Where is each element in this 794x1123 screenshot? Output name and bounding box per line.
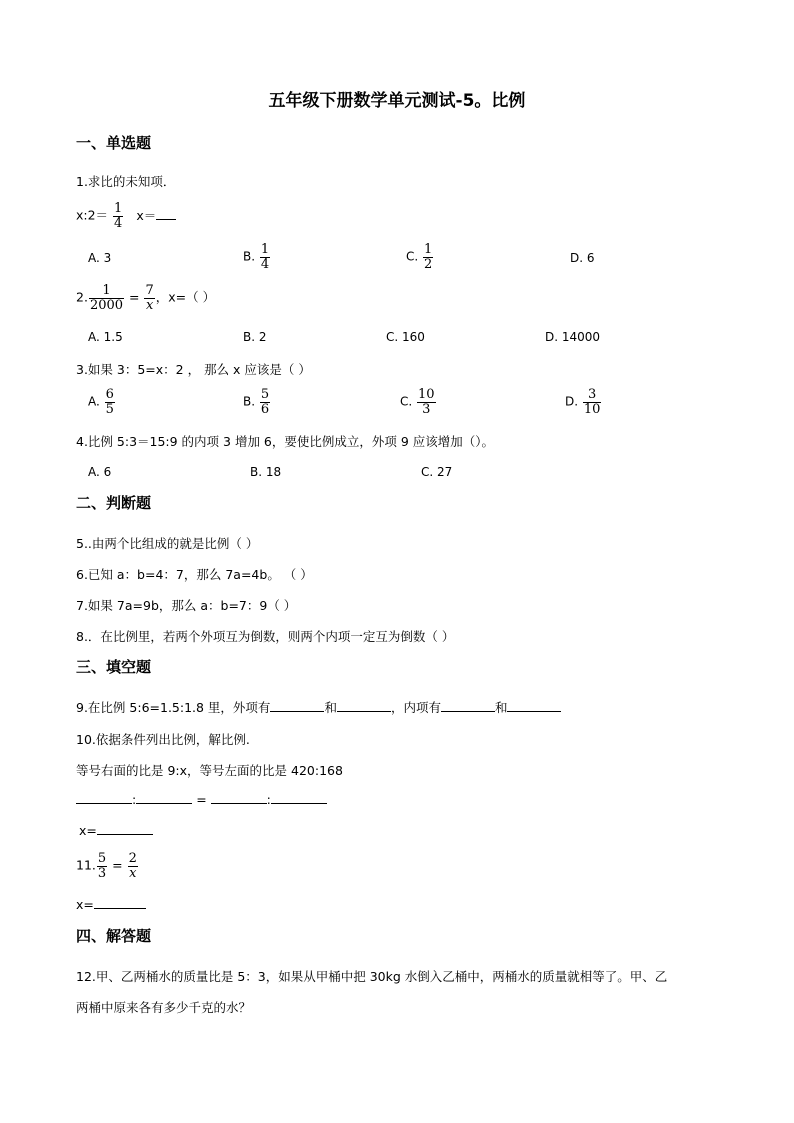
question-3-text: 3.如果 3：5=x：2 ， 那么 x 应该是（ ） [76, 362, 311, 377]
q1-answer-blank [156, 209, 176, 220]
page-title: 五年级下册数学单元测试-5。比例 [268, 91, 526, 111]
q10-x-blank [97, 824, 153, 835]
question-4-text: 4.比例 5:3＝15:9 的内项 3 增加 6，要使比例成立，外项 9 应该增加（）。 [76, 434, 495, 449]
q4-option-a: A. 6 [88, 465, 112, 479]
section-heading-fill-blank: 三、填空题 [76, 658, 152, 676]
q1-option-d: D. 6 [570, 251, 595, 265]
q9-blank-3 [441, 701, 495, 712]
section-heading-true-false: 二、判断题 [76, 494, 152, 512]
section-heading-word-problem: 四、解答题 [76, 927, 152, 945]
question-6-text: 6.已知 a：b=4：7，那么 7a=4b。 （ ） [76, 567, 313, 582]
q2-option-b: B. 2 [243, 330, 267, 344]
question-10-proportion-blanks: : = : [76, 792, 327, 807]
question-7-text: 7.如果 7a=9b，那么 a：b=7：9（ ） [76, 598, 297, 613]
question-10-answer: x= [79, 823, 153, 838]
q9-blank-1 [270, 701, 324, 712]
question-5-text: 5..由两个比组成的就是比例（ ） [76, 536, 259, 551]
q4-option-c: C. 27 [421, 465, 453, 479]
question-10-condition: 等号右面的比是 9:x，等号左面的比是 420:168 [76, 763, 343, 778]
question-2-expression: 2. $\frac{1}{2000}$ = $\frac{7}{x}$ ，x=（ ） [76, 283, 216, 313]
q1-option-b: B. $\frac{1}{4}$ [243, 242, 270, 272]
q1-fraction: $\frac{1}{4}$ [114, 201, 123, 231]
question-9-text: 9.在比例 5:6=1.5:1.8 里，外项有 和 ，内项有 和 [76, 698, 561, 716]
q1-expr-left: x:2＝ [76, 207, 109, 223]
question-12-line-1: 12.甲、乙两桶水的质量比是 5：3，如果从甲桶中把 30kg 水倒入乙桶中，两桶水的质量就相等了。甲、乙 [76, 969, 668, 984]
q1-expr-right: x＝ [136, 207, 157, 223]
q9-blank-2 [337, 701, 391, 712]
q1-option-a: A. 3 [88, 251, 112, 265]
q10-blank-3 [211, 793, 267, 804]
question-11-answer: x= [76, 897, 146, 912]
q1-option-c: C. $\frac{1}{2}$ [406, 242, 433, 272]
q3-option-a: A. $\frac{6}{5}$ [88, 387, 114, 417]
q4-option-b: B. 18 [250, 465, 282, 479]
q3-option-c: C. $\frac{10}{3}$ [400, 387, 435, 417]
q2-option-a: A. 1.5 [88, 330, 123, 344]
q9-blank-4 [507, 701, 561, 712]
q3-option-b: B. $\frac{5}{6}$ [243, 387, 270, 417]
question-10-text: 10.依据条件列出比例，解比例. [76, 732, 250, 747]
question-1-expression [76, 202, 176, 230]
question-12-line-2: 两桶中原来各有多少千克的水？ [76, 1000, 252, 1015]
question-1-text: 1.求比的未知项． [76, 174, 176, 189]
q10-blank-4 [271, 793, 327, 804]
question-8-text: 8.．在比例里，若两个外项互为倒数，则两个内项一定互为倒数（ ） [76, 629, 455, 644]
q3-option-d: D. $\frac{3}{10}$ [565, 387, 601, 417]
question-11-expression: 11. $\frac{5}{3}$ = $\frac{2}{x}$ [76, 851, 137, 881]
q10-blank-1 [76, 793, 132, 804]
q11-x-blank [94, 898, 146, 909]
q10-blank-2 [136, 793, 192, 804]
q2-option-c: C. 160 [386, 330, 425, 344]
section-heading-single-choice: 一、单选题 [76, 134, 152, 152]
q2-option-d: D. 14000 [545, 330, 601, 344]
